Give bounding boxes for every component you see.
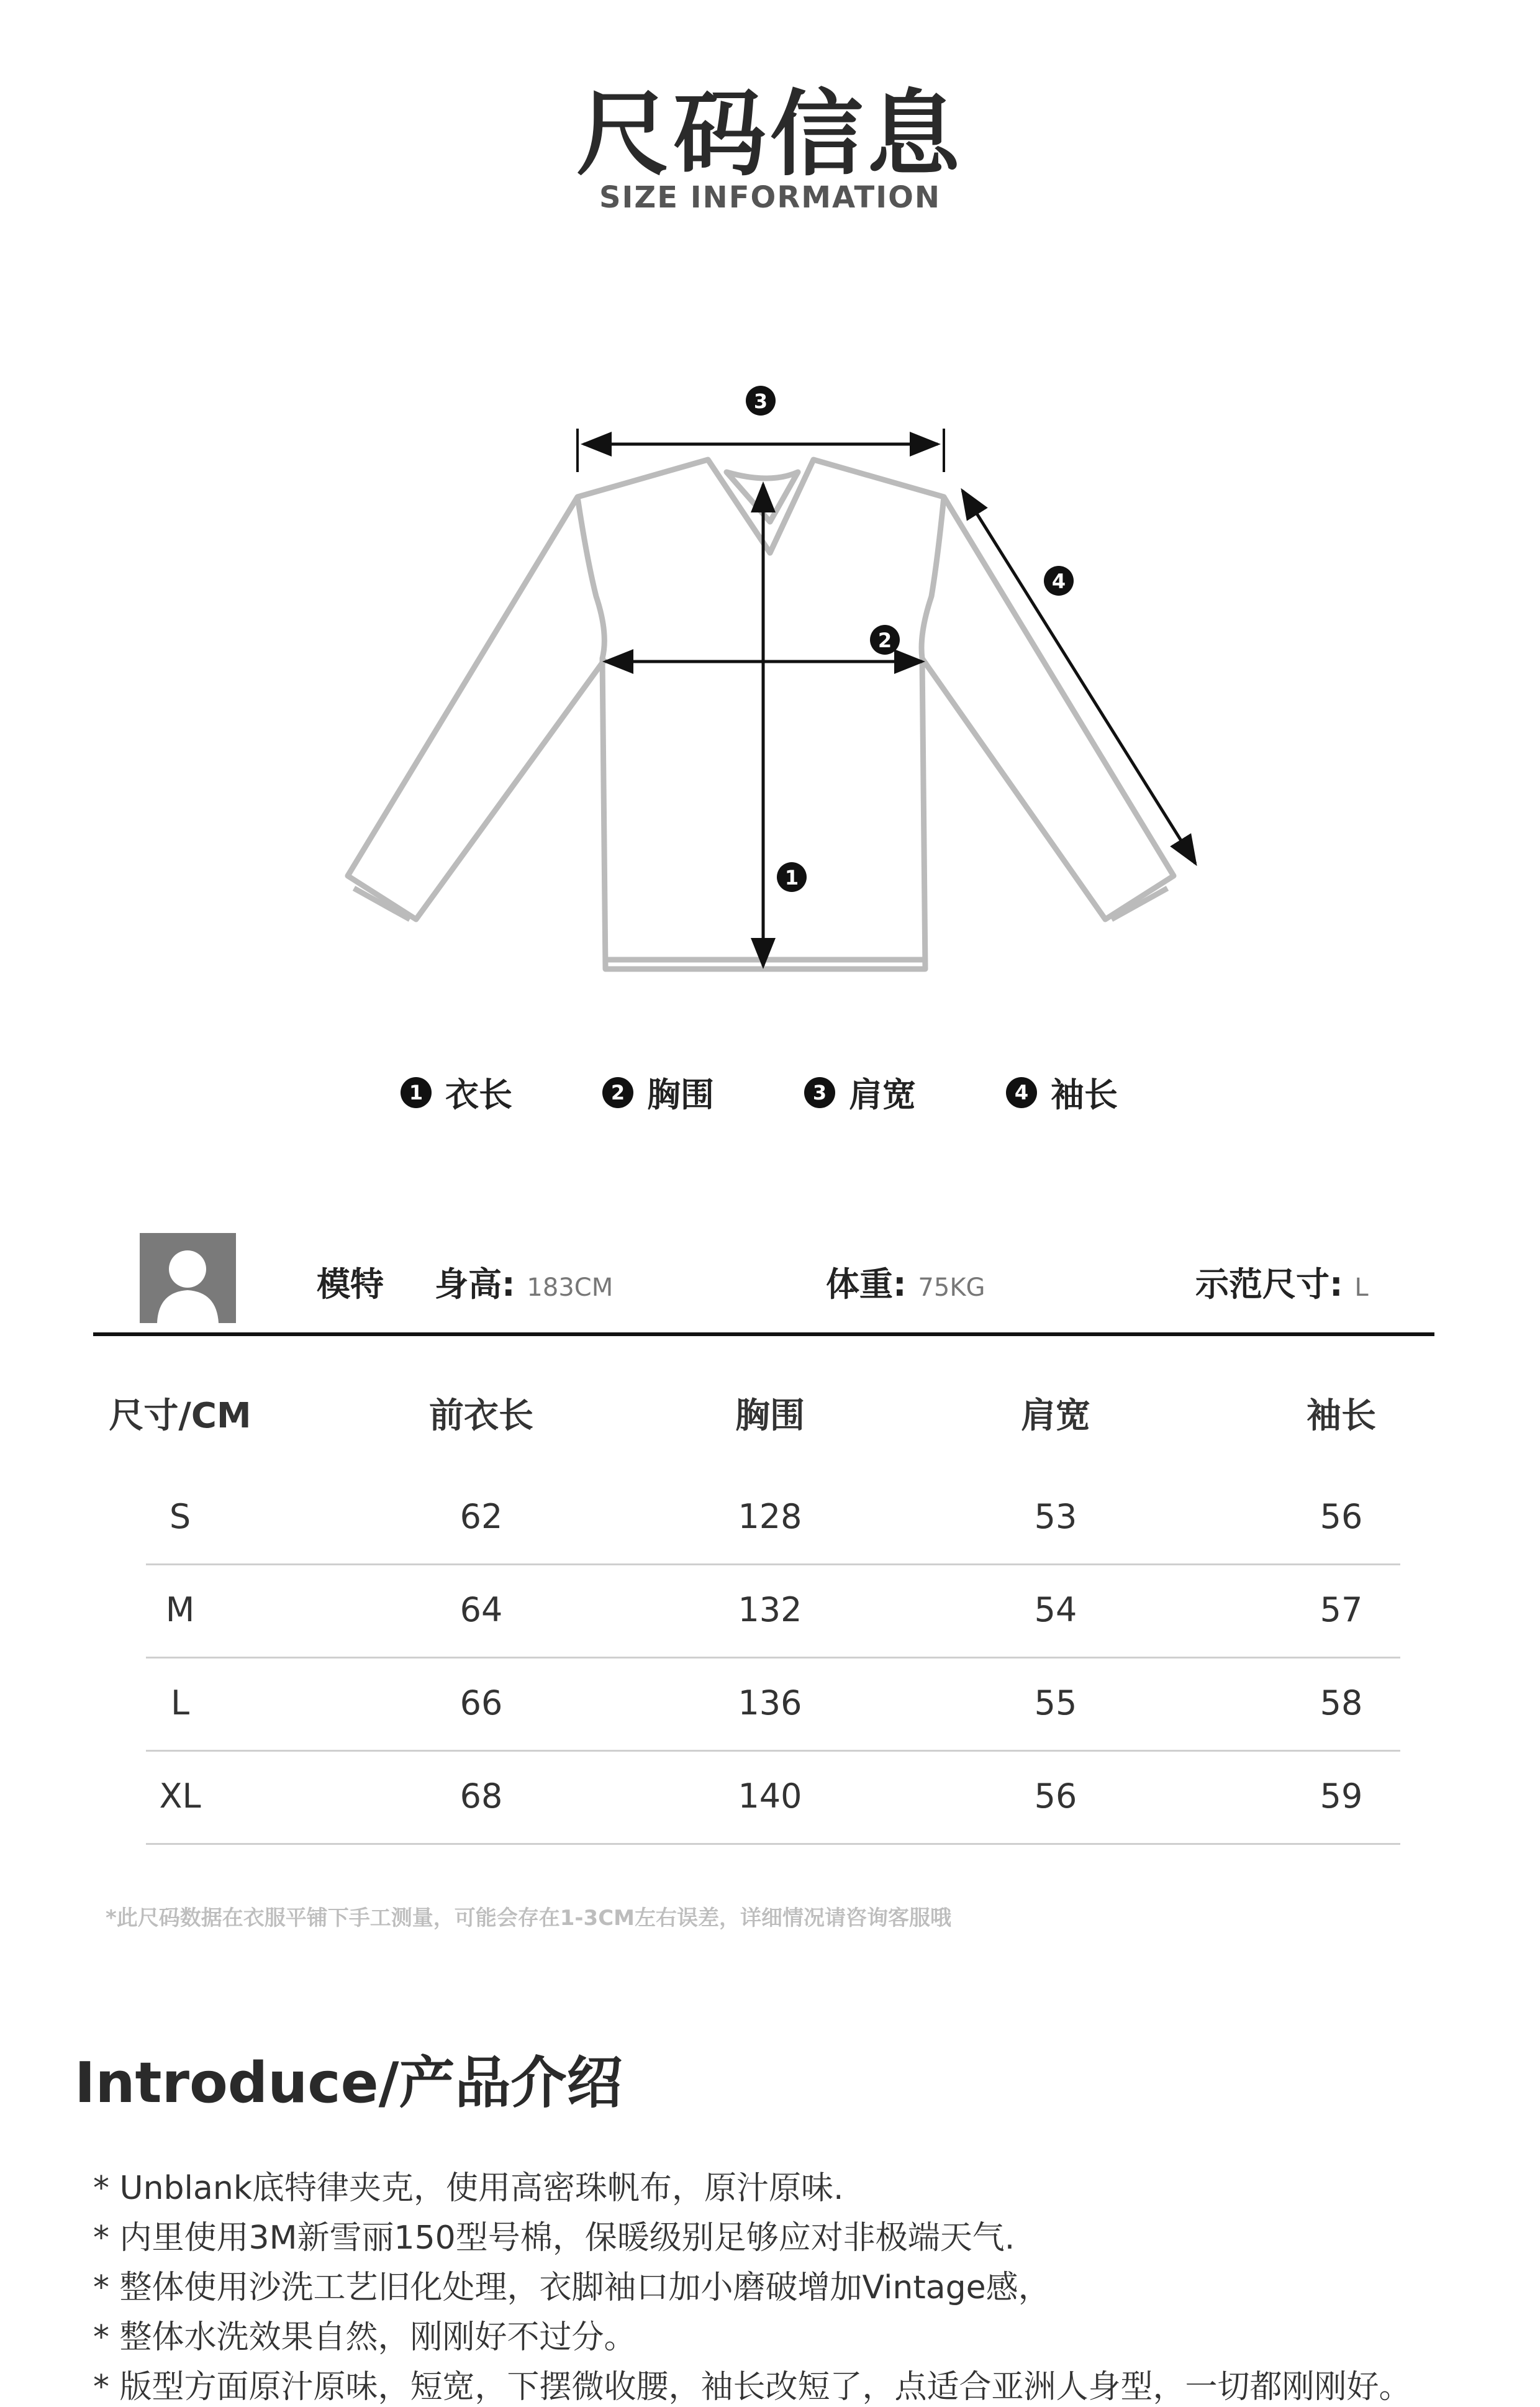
- legend-number: 4: [1006, 1077, 1037, 1108]
- legend-item-chest: [602, 1068, 714, 1116]
- legend-label: 袖长: [1051, 1075, 1118, 1114]
- svg-text:2: 2: [877, 629, 892, 652]
- height-value: 183CM: [527, 1273, 614, 1302]
- table-cell: 64: [460, 1590, 503, 1629]
- table-header-sleeve: 袖长: [1307, 1396, 1376, 1436]
- size-value: L: [1354, 1273, 1369, 1302]
- intro-line: * 内里使用3M新雪丽150型号棉，保暖级别足够应对非极端天气.: [93, 2219, 1015, 2257]
- weight-value: 75KG: [918, 1273, 985, 1302]
- table-header-shoulder: 肩宽: [1021, 1396, 1090, 1436]
- table-cell: XL: [159, 1777, 201, 1816]
- user-icon: [140, 1233, 236, 1323]
- intro-line: * Unblank底特律夹克，使用高密珠帆布，原汁原味.: [93, 2170, 844, 2207]
- table-cell: 58: [1320, 1683, 1363, 1722]
- size-label: 示范尺寸:: [1195, 1265, 1343, 1304]
- table-cell: 55: [1034, 1683, 1077, 1722]
- model-size: [1195, 1258, 1369, 1306]
- model-label: 模特: [317, 1265, 384, 1304]
- legend-item-shoulder: [804, 1068, 916, 1116]
- table-cell: 128: [738, 1497, 802, 1536]
- table-cell: S: [169, 1497, 191, 1536]
- garment-diagram: [310, 373, 1230, 1031]
- table-cell: 66: [460, 1683, 503, 1722]
- avatar: [140, 1233, 236, 1323]
- table-cell: 53: [1034, 1497, 1077, 1536]
- svg-text:1: 1: [784, 866, 799, 890]
- garment-outline: [348, 460, 1174, 969]
- table-cell: 56: [1320, 1497, 1363, 1536]
- legend-number: 1: [401, 1077, 432, 1108]
- legend-item-sleeve: [1006, 1068, 1118, 1116]
- intro-line: * 版型方面原汁原味，短宽，下摆微收腰，袖长改短了，点适合亚洲人身型，一切都刚刚好。: [93, 2368, 1411, 2406]
- legend-number: 2: [602, 1077, 633, 1108]
- page-title: 尺码信息: [576, 81, 964, 189]
- svg-text:3: 3: [753, 389, 768, 413]
- legend-label: 衣长: [445, 1075, 512, 1114]
- weight-label: 体重:: [826, 1265, 907, 1304]
- model-height: [435, 1258, 613, 1306]
- page-subtitle: SIZE INFORMATION: [599, 180, 941, 215]
- legend-number: 3: [804, 1077, 835, 1108]
- svg-text:4: 4: [1051, 570, 1066, 593]
- divider: [93, 1332, 1434, 1336]
- legend-label: 胸围: [647, 1075, 714, 1114]
- table-cell: 57: [1320, 1590, 1363, 1629]
- table-row: [0, 1472, 1540, 1565]
- intro-title: Introduce/产品介绍: [75, 2050, 623, 2116]
- row-divider: [146, 1843, 1400, 1845]
- table-row: [0, 1659, 1540, 1752]
- intro-line: * 整体水洗效果自然，刚刚好不过分。: [93, 2319, 636, 2356]
- table-cell: 62: [460, 1497, 503, 1536]
- model-weight: [826, 1258, 985, 1306]
- table-cell: 54: [1034, 1590, 1077, 1629]
- table-header-size: 尺寸/CM: [109, 1396, 251, 1436]
- legend-label: 肩宽: [849, 1075, 916, 1114]
- table-cell: 136: [738, 1683, 802, 1722]
- table-cell: 59: [1320, 1777, 1363, 1816]
- table-cell: 140: [738, 1777, 802, 1816]
- table-cell: 68: [460, 1777, 503, 1816]
- measurement-note: *此尺码数据在衣服平铺下手工测量，可能会存在1-3CM左右误差，详细情况请咨询客服哦: [106, 1906, 951, 1931]
- table-cell: M: [165, 1590, 195, 1629]
- intro-line: * 整体使用沙洗工艺旧化处理，衣脚袖口加小磨破增加Vintage感，: [93, 2269, 1051, 2306]
- table-row: [0, 1752, 1540, 1845]
- table-row: [0, 1565, 1540, 1659]
- table-header-chest: 胸围: [735, 1396, 805, 1436]
- legend-item-length: [401, 1068, 512, 1116]
- height-label: 身高:: [435, 1265, 515, 1304]
- table-header-length: 前衣长: [429, 1396, 533, 1436]
- table-cell: 56: [1034, 1777, 1077, 1816]
- table-cell: L: [170, 1683, 190, 1722]
- table-cell: 132: [738, 1590, 802, 1629]
